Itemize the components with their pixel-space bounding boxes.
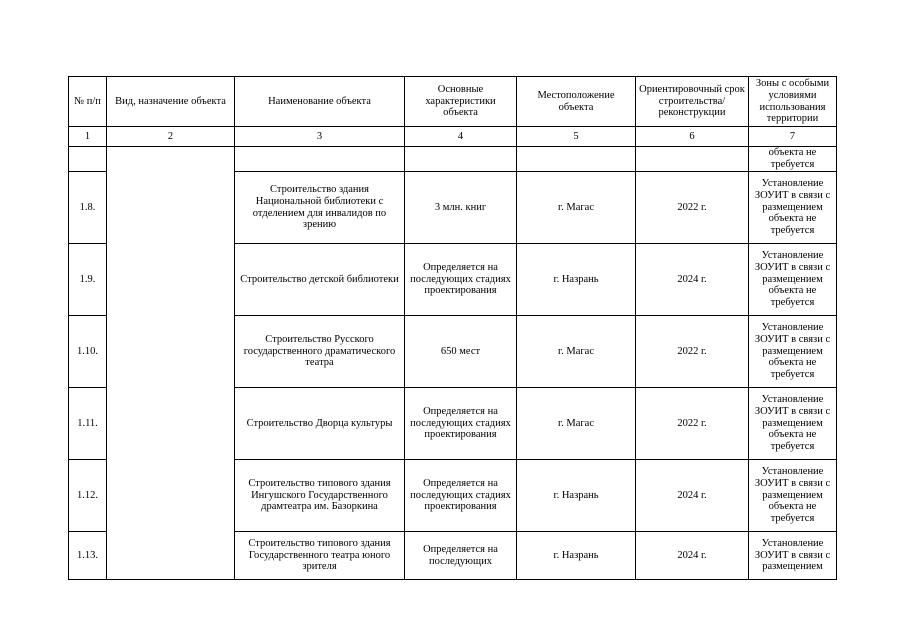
- col-number: 5: [517, 127, 636, 147]
- cell-name: Строительство Дворца культуры: [235, 388, 405, 460]
- col-number: 2: [107, 127, 235, 147]
- col-number: 6: [636, 127, 749, 147]
- header-num: № п/п: [69, 77, 107, 127]
- cell-term: 2022 г.: [636, 388, 749, 460]
- cell-characteristics: 3 млн. книг: [405, 172, 517, 244]
- cell-location: г. Магас: [517, 388, 636, 460]
- cell-zone: Установление ЗОУИТ в связи с размещением объекта не требуется: [749, 388, 837, 460]
- cell-num: 1.12.: [69, 460, 107, 532]
- header-term: Ориентировочный срок строительства/ реконструкции: [636, 77, 749, 127]
- cell-zone: Установление ЗОУИТ в связи с размещением объекта не требуется: [749, 172, 837, 244]
- header-location: Местоположение объекта: [517, 77, 636, 127]
- cell-term: 2024 г.: [636, 244, 749, 316]
- cell-name: [235, 147, 405, 172]
- cell-zone: Установление ЗОУИТ в связи с размещением объекта не требуется: [749, 316, 837, 388]
- cell-term: 2024 г.: [636, 532, 749, 580]
- cell-location: г. Назрань: [517, 244, 636, 316]
- cell-term: 2024 г.: [636, 460, 749, 532]
- cell-location: г. Назрань: [517, 532, 636, 580]
- cell-num: [69, 147, 107, 172]
- cell-term: 2022 г.: [636, 316, 749, 388]
- continuation-row: [69, 147, 837, 172]
- cell-characteristics: Определяется на последующих: [405, 532, 517, 580]
- cell-name: Строительство типового здания Ингушского Государственного драмтеатра им. Базоркина: [235, 460, 405, 532]
- cell-num: 1.9.: [69, 244, 107, 316]
- cell-name: Строительство типового здания Государственного театра юного зрителя: [235, 532, 405, 580]
- cell-type-merged: [107, 147, 235, 580]
- cell-location: г. Назрань: [517, 460, 636, 532]
- cell-characteristics: Определяется на последующих стадиях проектирования: [405, 388, 517, 460]
- planned-objects-table: [68, 76, 837, 580]
- col-number: 1: [69, 127, 107, 147]
- cell-characteristics: [405, 147, 517, 172]
- col-number: 3: [235, 127, 405, 147]
- cell-characteristics: Определяется на последующих стадиях проектирования: [405, 460, 517, 532]
- header-row: [69, 77, 837, 127]
- cell-num: 1.11.: [69, 388, 107, 460]
- cell-name: Строительство Русского государственного драматического театра: [235, 316, 405, 388]
- col-number: 4: [405, 127, 517, 147]
- header-type: Вид, назначение объекта: [107, 77, 235, 127]
- cell-zone: Установление ЗОУИТ в связи с размещением объекта не требуется: [749, 244, 837, 316]
- cell-zone: Установление ЗОУИТ в связи с размещением объекта не требуется: [749, 460, 837, 532]
- cell-location: [517, 147, 636, 172]
- column-number-row: [69, 127, 837, 147]
- cell-name: Строительство здания Национальной библиотеки с отделением для инвалидов по зрению: [235, 172, 405, 244]
- header-zones: Зоны с особыми условиями использования территории: [749, 77, 837, 127]
- cell-num: 1.8.: [69, 172, 107, 244]
- cell-characteristics: 650 мест: [405, 316, 517, 388]
- header-characteristics: Основные характеристики объекта: [405, 77, 517, 127]
- cell-name: Строительство детской библиотеки: [235, 244, 405, 316]
- cell-num: 1.10.: [69, 316, 107, 388]
- cell-zone: Установление ЗОУИТ в связи с размещением: [749, 532, 837, 580]
- cell-num: 1.13.: [69, 532, 107, 580]
- cell-term: [636, 147, 749, 172]
- cell-location: г. Магас: [517, 172, 636, 244]
- col-number: 7: [749, 127, 837, 147]
- cell-zone: объекта не требуется: [749, 147, 837, 172]
- header-name: Наименование объекта: [235, 77, 405, 127]
- cell-characteristics: Определяется на последующих стадиях проектирования: [405, 244, 517, 316]
- cell-location: г. Магас: [517, 316, 636, 388]
- cell-term: 2022 г.: [636, 172, 749, 244]
